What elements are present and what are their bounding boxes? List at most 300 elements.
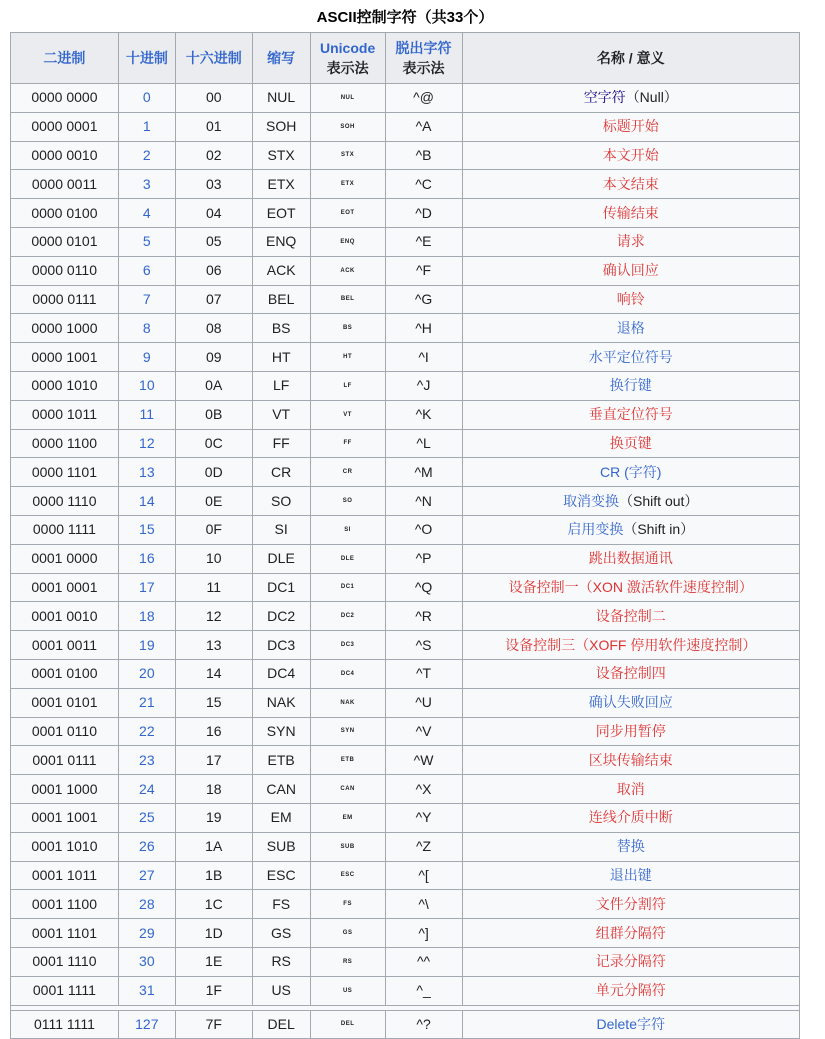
binary-cell-text: 0000 0101 — [31, 233, 98, 250]
escape-notation-cell-text: ^W — [413, 751, 434, 768]
name-link[interactable]: 替换 — [616, 838, 645, 855]
decimal-cell — [118, 371, 175, 400]
abbreviation-cell-text: FF — [272, 434, 290, 451]
column-header-5[interactable] — [385, 33, 462, 84]
abbreviation-cell — [252, 861, 310, 890]
escape-notation-cell — [385, 832, 462, 861]
hex-cell — [175, 775, 252, 804]
control-picture-symbol: VT — [343, 411, 352, 418]
escape-notation-cell-text: ^] — [418, 924, 429, 941]
control-picture-symbol: BEL — [340, 296, 355, 303]
decimal-link[interactable]: 2 — [142, 146, 151, 163]
abbreviation-cell — [252, 400, 310, 429]
column-header-3[interactable] — [252, 33, 310, 84]
hex-cell — [175, 717, 252, 746]
escape-notation-cell — [385, 717, 462, 746]
name-meaning-cell — [462, 343, 800, 372]
binary-cell — [11, 631, 119, 660]
hex-cell-text: 18 — [205, 780, 222, 797]
name-meaning-cell — [462, 170, 800, 199]
hex-cell — [175, 688, 252, 717]
decimal-link[interactable]: 29 — [139, 924, 155, 941]
table-row — [11, 861, 800, 890]
name-link[interactable]: 组群分隔符 — [595, 924, 666, 941]
binary-cell — [11, 544, 119, 573]
hex-cell-text: 14 — [205, 665, 222, 682]
decimal-cell — [118, 515, 175, 544]
name-meaning-cell — [462, 976, 800, 1005]
escape-notation-cell — [385, 429, 462, 458]
name-link[interactable]: 跳出数据通讯 — [588, 550, 673, 567]
decimal-cell — [118, 343, 175, 372]
escape-notation-cell — [385, 861, 462, 890]
name-link[interactable]: 连线介质中断 — [588, 809, 673, 826]
abbreviation-cell — [252, 112, 310, 141]
abbreviation-cell — [252, 1010, 310, 1039]
unicode-notation-cell — [310, 112, 385, 141]
hex-cell-text: 1C — [204, 895, 223, 912]
hex-cell — [175, 832, 252, 861]
unicode-notation-cell — [310, 717, 385, 746]
control-picture-symbol: CR — [342, 469, 353, 476]
name-meaning-cell — [462, 688, 800, 717]
binary-cell — [11, 170, 119, 199]
hex-cell-text: 07 — [205, 290, 222, 307]
decimal-link[interactable]: 25 — [139, 809, 155, 826]
unicode-notation-cell — [310, 602, 385, 631]
name-meaning-cell — [462, 314, 800, 343]
decimal-link[interactable]: 127 — [135, 1015, 159, 1032]
binary-cell-text: 0000 1100 — [31, 434, 97, 451]
control-picture-symbol: DLE — [340, 555, 355, 562]
name-link[interactable]: 传输结束 — [602, 204, 659, 221]
decimal-link[interactable]: 9 — [142, 348, 151, 365]
table-row — [11, 429, 800, 458]
control-picture-symbol: FF — [343, 440, 352, 447]
table-row — [11, 832, 800, 861]
decimal-link[interactable]: 8 — [142, 319, 151, 336]
abbreviation-cell-text: EOT — [266, 204, 296, 221]
control-picture-symbol: ETB — [340, 757, 355, 764]
control-picture-symbol: SUB — [340, 843, 355, 850]
abbreviation-cell — [252, 631, 310, 660]
hex-cell — [175, 227, 252, 256]
header-link[interactable]: 十六进制 — [185, 50, 242, 66]
binary-cell-text: 0000 1011 — [31, 406, 97, 423]
abbreviation-cell — [252, 487, 310, 516]
header-link[interactable]: 缩写 — [267, 50, 296, 66]
escape-notation-cell-text: ^C — [415, 175, 432, 192]
name-link[interactable]: 垂直定位符号 — [588, 406, 673, 423]
ascii-control-characters-table — [10, 32, 800, 1039]
escape-notation-cell-text: ^Z — [415, 838, 432, 855]
table-row — [11, 573, 800, 602]
decimal-cell — [118, 832, 175, 861]
decimal-link[interactable]: 13 — [139, 463, 155, 480]
name-link[interactable]: 本文结束 — [602, 175, 659, 192]
control-picture-symbol: US — [342, 987, 353, 994]
hex-cell-text: 13 — [205, 636, 222, 653]
decimal-link[interactable]: 19 — [139, 636, 155, 653]
hex-cell-text: 1D — [204, 924, 223, 941]
decimal-cell — [118, 573, 175, 602]
decimal-link[interactable]: 28 — [139, 895, 155, 912]
binary-cell-text: 0000 0111 — [32, 290, 97, 307]
abbreviation-cell — [252, 170, 310, 199]
unicode-notation-cell — [310, 170, 385, 199]
decimal-link[interactable]: 12 — [139, 434, 155, 451]
abbreviation-cell-text: CR — [271, 463, 292, 480]
escape-notation-cell — [385, 947, 462, 976]
decimal-link[interactable]: 6 — [142, 262, 151, 279]
name-meaning-cell — [462, 515, 800, 544]
binary-cell-text: 0001 1011 — [31, 866, 97, 883]
binary-cell-text: 0000 1101 — [31, 463, 97, 480]
binary-cell — [11, 515, 119, 544]
binary-cell-text: 0000 1010 — [31, 377, 98, 394]
abbreviation-cell — [252, 602, 310, 631]
binary-cell — [11, 746, 119, 775]
name-meaning-cell — [462, 1010, 800, 1039]
binary-cell-text: 0000 1001 — [31, 348, 98, 365]
table-row — [11, 602, 800, 631]
binary-cell-text: 0000 1000 — [31, 319, 98, 336]
escape-notation-cell-text: ^S — [415, 636, 432, 653]
column-header-1[interactable] — [118, 33, 175, 84]
hex-cell-text: 04 — [205, 204, 222, 221]
abbreviation-cell-text: GS — [271, 924, 292, 941]
control-picture-symbol: SI — [344, 526, 351, 533]
control-picture-symbol: BS — [342, 325, 353, 332]
decimal-link[interactable]: 4 — [142, 204, 151, 221]
unicode-notation-cell — [310, 487, 385, 516]
name-link[interactable]: 取消 — [616, 780, 645, 797]
header-link[interactable]: Unicode — [320, 40, 376, 56]
decimal-cell — [118, 170, 175, 199]
name-link[interactable]: 请求 — [616, 233, 645, 250]
escape-notation-cell-text: ^[ — [418, 866, 429, 883]
abbreviation-cell-text: NAK — [266, 694, 296, 711]
abbreviation-cell — [252, 832, 310, 861]
name-meaning-cell — [462, 573, 800, 602]
hex-cell — [175, 112, 252, 141]
hex-cell — [175, 947, 252, 976]
header-row — [11, 33, 800, 84]
abbreviation-cell — [252, 573, 310, 602]
decimal-link[interactable]: 10 — [139, 377, 155, 394]
name-link[interactable]: 设备控制四 — [595, 665, 666, 682]
decimal-link[interactable]: 1 — [142, 118, 151, 135]
control-picture-symbol: RS — [342, 958, 353, 965]
decimal-cell — [118, 400, 175, 429]
header-link[interactable]: 脱出字符 — [395, 40, 452, 56]
decimal-link[interactable]: 30 — [139, 953, 155, 970]
decimal-cell — [118, 861, 175, 890]
abbreviation-cell-text: DC4 — [267, 665, 296, 682]
hex-cell — [175, 429, 252, 458]
name-meaning-cell — [462, 919, 800, 948]
name-link[interactable]: 响铃 — [616, 290, 645, 307]
header-link[interactable]: 二进制 — [43, 50, 86, 66]
escape-notation-cell — [385, 1010, 462, 1039]
name-link[interactable]: Delete字符 — [596, 1015, 665, 1032]
unicode-notation-cell — [310, 429, 385, 458]
decimal-cell — [118, 1010, 175, 1039]
hex-cell-text: 0B — [205, 406, 223, 423]
name-meaning-cell — [462, 631, 800, 660]
escape-notation-cell — [385, 515, 462, 544]
abbreviation-cell — [252, 285, 310, 314]
abbreviation-cell-text: DC3 — [267, 636, 296, 653]
control-picture-symbol: GS — [342, 929, 353, 936]
table-body — [11, 84, 800, 1039]
escape-notation-cell-text: ^@ — [413, 89, 434, 106]
abbreviation-cell — [252, 947, 310, 976]
escape-notation-cell — [385, 84, 462, 113]
name-link[interactable]: 退出键 — [609, 866, 652, 883]
escape-notation-cell — [385, 659, 462, 688]
name-link[interactable]: 单元分隔符 — [595, 982, 666, 999]
decimal-cell — [118, 84, 175, 113]
hex-cell — [175, 602, 252, 631]
abbreviation-cell — [252, 84, 310, 113]
decimal-link[interactable]: 31 — [139, 982, 155, 999]
escape-notation-cell — [385, 199, 462, 228]
decimal-cell — [118, 746, 175, 775]
name-link[interactable]: 设备控制三（XOFF 停用软件速度控制） — [505, 636, 757, 653]
control-picture-symbol: ETX — [341, 181, 355, 188]
name-link[interactable]: 确认回应 — [602, 262, 659, 279]
hex-cell-text: 08 — [205, 319, 222, 336]
table-row — [11, 199, 800, 228]
name-link[interactable]: 同步用暂停 — [595, 722, 666, 739]
name-meaning-cell — [462, 602, 800, 631]
binary-cell-text: 0001 0010 — [31, 607, 98, 624]
name-link[interactable]: 换页键 — [609, 434, 652, 451]
abbreviation-cell — [252, 141, 310, 170]
decimal-cell — [118, 458, 175, 487]
name-link[interactable]: 区块传输结束 — [588, 751, 673, 768]
escape-notation-cell-text: ^Y — [415, 809, 432, 826]
table-row — [11, 775, 800, 804]
decimal-cell — [118, 112, 175, 141]
name-link[interactable]: 确认失败回应 — [588, 694, 673, 711]
binary-cell — [11, 976, 119, 1005]
abbreviation-cell-text: HT — [271, 348, 291, 365]
decimal-link[interactable]: 17 — [139, 578, 155, 595]
binary-cell-text: 0001 1110 — [32, 953, 97, 970]
name-link[interactable]: 记录分隔符 — [595, 953, 666, 970]
table-row — [11, 515, 800, 544]
table-row — [11, 458, 800, 487]
binary-cell-text: 0001 0111 — [32, 751, 97, 768]
name-link[interactable]: 启用变换 — [567, 521, 624, 538]
escape-notation-cell-text: ^V — [415, 722, 432, 739]
abbreviation-cell-text: ENQ — [265, 233, 297, 250]
binary-cell-text: 0001 0011 — [31, 636, 97, 653]
name-link[interactable]: 设备控制二 — [595, 607, 666, 624]
hex-cell-text: 0C — [204, 434, 223, 451]
decimal-link[interactable]: 21 — [139, 694, 155, 711]
hex-cell — [175, 515, 252, 544]
binary-cell-text: 0001 0000 — [31, 550, 98, 567]
hex-cell-text: 11 — [206, 578, 222, 595]
binary-cell — [11, 199, 119, 228]
decimal-link[interactable]: 24 — [139, 780, 155, 797]
abbreviation-cell-text: DC1 — [267, 578, 296, 595]
binary-cell — [11, 458, 119, 487]
decimal-link[interactable]: 7 — [142, 290, 151, 307]
name-link[interactable]: 设备控制一（XON 激活软件速度控制） — [508, 578, 753, 595]
hex-cell — [175, 371, 252, 400]
abbreviation-cell — [252, 343, 310, 372]
abbreviation-cell — [252, 976, 310, 1005]
decimal-link[interactable]: 20 — [139, 665, 155, 682]
unicode-notation-cell — [310, 371, 385, 400]
name-link[interactable]: 本文开始 — [602, 146, 659, 163]
name-link[interactable]: 退格 — [616, 319, 645, 336]
name-meaning-cell — [462, 861, 800, 890]
abbreviation-cell-text: STX — [267, 146, 295, 163]
binary-cell — [11, 832, 119, 861]
escape-notation-cell-text: ^R — [415, 607, 432, 624]
name-meaning-cell — [462, 544, 800, 573]
decimal-cell — [118, 429, 175, 458]
binary-cell — [11, 947, 119, 976]
column-header-0[interactable] — [11, 33, 119, 84]
column-header-2[interactable] — [175, 33, 252, 84]
name-meaning-cell — [462, 256, 800, 285]
hex-cell-text: 1A — [205, 838, 223, 855]
decimal-link[interactable]: 11 — [139, 406, 155, 423]
binary-cell-text: 0000 0011 — [31, 175, 97, 192]
hex-cell-text: 00 — [205, 89, 222, 106]
decimal-link[interactable]: 16 — [139, 550, 155, 567]
decimal-cell — [118, 919, 175, 948]
abbreviation-cell — [252, 515, 310, 544]
unicode-notation-cell — [310, 141, 385, 170]
name-meaning-cell — [462, 659, 800, 688]
escape-notation-cell-text: ^D — [415, 204, 432, 221]
control-picture-symbol: HT — [343, 353, 353, 360]
name-meaning-cell — [462, 746, 800, 775]
binary-cell — [11, 84, 119, 113]
decimal-link[interactable]: 14 — [139, 492, 155, 509]
name-link[interactable]: 文件分割符 — [595, 895, 666, 912]
binary-cell — [11, 602, 119, 631]
decimal-link[interactable]: 27 — [139, 866, 155, 883]
name-link[interactable]: 空字符 — [583, 89, 626, 106]
control-picture-symbol: FS — [343, 901, 352, 908]
hex-cell-text: 1F — [205, 982, 222, 999]
escape-notation-cell-text: ^X — [415, 780, 432, 797]
decimal-link[interactable]: 18 — [139, 607, 155, 624]
escape-notation-cell-text: ^N — [415, 492, 432, 509]
abbreviation-cell-text: FS — [272, 895, 291, 912]
name-link[interactable]: 水平定位符号 — [588, 348, 673, 365]
escape-notation-cell-text: ^I — [418, 348, 429, 365]
decimal-link[interactable]: 22 — [139, 722, 155, 739]
name-link[interactable]: 标题开始 — [602, 118, 659, 135]
hex-cell-text: 17 — [205, 751, 222, 768]
table-row — [11, 976, 800, 1005]
table-row — [11, 314, 800, 343]
abbreviation-cell — [252, 775, 310, 804]
binary-cell-text: 0000 0001 — [31, 118, 98, 135]
hex-cell-text: 1E — [205, 953, 223, 970]
binary-cell — [11, 861, 119, 890]
escape-notation-cell — [385, 890, 462, 919]
hex-cell — [175, 458, 252, 487]
header-sublabel: 表示法 — [402, 60, 445, 76]
binary-cell — [11, 227, 119, 256]
binary-cell-text: 0000 0000 — [31, 89, 98, 106]
escape-notation-cell-text: ^M — [414, 463, 433, 480]
abbreviation-cell-text: LF — [272, 377, 290, 394]
unicode-notation-cell — [310, 775, 385, 804]
decimal-link[interactable]: 5 — [142, 233, 151, 250]
name-meaning-cell — [462, 141, 800, 170]
hex-cell — [175, 256, 252, 285]
name-link[interactable]: 换行键 — [609, 377, 652, 394]
abbreviation-cell — [252, 659, 310, 688]
escape-notation-cell-text: ^L — [416, 434, 431, 451]
hex-cell-text: 06 — [205, 262, 222, 279]
hex-cell-text: 7F — [205, 1015, 222, 1032]
hex-cell — [175, 573, 252, 602]
decimal-link[interactable]: 3 — [142, 175, 151, 192]
unicode-notation-cell — [310, 285, 385, 314]
escape-notation-cell — [385, 631, 462, 660]
hex-cell — [175, 890, 252, 919]
header-link[interactable]: 十进制 — [125, 50, 168, 66]
escape-notation-cell-text: ^? — [416, 1015, 431, 1032]
table-row — [11, 544, 800, 573]
unicode-notation-cell — [310, 861, 385, 890]
binary-cell — [11, 400, 119, 429]
abbreviation-cell — [252, 429, 310, 458]
name-link[interactable]: 取消变换 — [563, 492, 620, 509]
decimal-cell — [118, 314, 175, 343]
decimal-link[interactable]: 0 — [142, 89, 151, 106]
abbreviation-cell-text: BEL — [267, 290, 295, 307]
hex-cell — [175, 400, 252, 429]
decimal-cell — [118, 717, 175, 746]
decimal-cell — [118, 544, 175, 573]
escape-notation-cell-text: ^T — [415, 665, 432, 682]
name-meaning-cell — [462, 429, 800, 458]
binary-cell-text: 0001 1111 — [32, 982, 96, 999]
hex-cell — [175, 170, 252, 199]
binary-cell — [11, 343, 119, 372]
escape-notation-cell — [385, 112, 462, 141]
decimal-link[interactable]: 23 — [139, 751, 155, 768]
escape-notation-cell-text: ^Q — [414, 578, 433, 595]
name-link[interactable]: CR (字符) — [600, 463, 662, 480]
binary-cell-text: 0111 1111 — [33, 1015, 95, 1032]
hex-cell-text: 12 — [205, 607, 222, 624]
unicode-notation-cell — [310, 199, 385, 228]
abbreviation-cell-text: ETB — [267, 751, 295, 768]
decimal-link[interactable]: 15 — [139, 521, 155, 538]
column-header-4[interactable] — [310, 33, 385, 84]
hex-cell-text: 15 — [205, 694, 222, 711]
unicode-notation-cell — [310, 573, 385, 602]
decimal-link[interactable]: 26 — [139, 838, 155, 855]
name-meaning-cell — [462, 371, 800, 400]
name-annotation: （Shift out） — [619, 492, 699, 509]
name-meaning-cell — [462, 487, 800, 516]
